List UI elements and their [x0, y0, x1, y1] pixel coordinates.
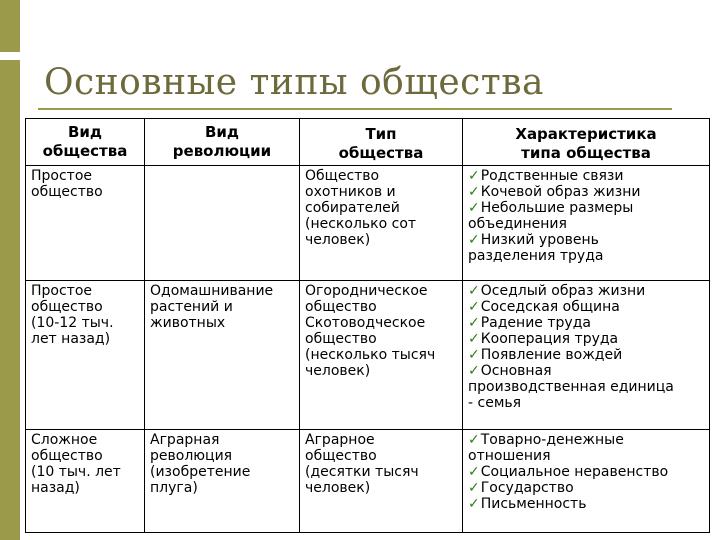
check-icon: ✓	[468, 299, 480, 315]
feature-item	[468, 432, 704, 464]
feature-text: Социальное неравенство	[480, 464, 669, 480]
features-cell	[463, 430, 710, 533]
type-cell	[300, 166, 463, 281]
check-icon: ✓	[468, 315, 480, 331]
check-icon: ✓	[468, 480, 480, 496]
feature-text: Радение труда	[480, 315, 591, 331]
table-row	[26, 430, 710, 533]
type-cell	[300, 281, 463, 430]
accent-bar-side	[0, 60, 20, 540]
feature-text: Низкий уровень	[480, 232, 599, 248]
feature-item	[468, 168, 704, 184]
feature-text: - семья	[468, 395, 522, 411]
feature-text: Товарно-денежные	[480, 432, 624, 448]
revolution-cell	[145, 430, 300, 533]
society-cell	[26, 166, 145, 281]
revolution-text: Аграрная	[150, 432, 220, 448]
feature-text: Кочевой образ жизни	[480, 184, 641, 200]
feature-text: Кооперация труда	[480, 331, 619, 347]
feature-text: Письменность	[480, 496, 587, 512]
feature-text: Государство	[480, 480, 574, 496]
society-text: лет назад)	[31, 331, 111, 347]
society-text: назад)	[31, 480, 80, 496]
revolution-cell	[145, 281, 300, 430]
feature-item	[468, 283, 704, 299]
feature-text: Родственные связи	[480, 168, 624, 184]
type-text: общество	[305, 299, 377, 315]
type-text: (десятки тысяч	[305, 464, 419, 480]
header-cell: Вид революции	[145, 119, 300, 166]
feature-text: отношения	[468, 448, 551, 464]
feature-item	[468, 232, 704, 264]
feature-item	[468, 496, 704, 512]
check-icon: ✓	[468, 496, 480, 512]
table-row	[26, 166, 710, 281]
society-types-table	[25, 118, 710, 533]
header-cell: Вид общества	[26, 119, 145, 166]
society-text: (10 тыч. лет	[31, 464, 121, 480]
check-icon: ✓	[468, 232, 480, 248]
type-text: Огородническое	[305, 283, 428, 299]
type-text: человек)	[305, 480, 371, 496]
type-text: общество	[305, 331, 377, 347]
table-row	[26, 281, 710, 430]
type-text: Скотоводческое	[305, 315, 426, 331]
society-text: (10-12 тыч.	[31, 315, 114, 331]
society-text: общество	[31, 184, 103, 200]
revolution-text: революция	[150, 448, 233, 464]
society-cell	[26, 281, 145, 430]
type-text: (несколько сот	[305, 216, 417, 232]
feature-text: Оседлый образ жизни	[480, 283, 646, 299]
feature-item	[468, 363, 704, 411]
check-icon: ✓	[468, 347, 480, 363]
revolution-cell	[145, 166, 300, 281]
type-text: Аграрное	[305, 432, 375, 448]
feature-text: Основная	[480, 363, 552, 379]
check-icon: ✓	[468, 184, 480, 200]
feature-item	[468, 331, 704, 347]
type-cell	[300, 430, 463, 533]
check-icon: ✓	[468, 464, 480, 480]
feature-text: Соседская община	[480, 299, 620, 315]
feature-text: производственная единица	[468, 379, 674, 395]
feature-text: объединения	[468, 216, 567, 232]
features-cell	[463, 281, 710, 430]
type-text: собирателей	[305, 200, 400, 216]
title-divider	[38, 108, 672, 110]
revolution-text: животных	[150, 315, 226, 331]
revolution-text: плуга)	[150, 480, 198, 496]
feature-text: разделения труда	[468, 248, 604, 264]
features-cell	[463, 166, 710, 281]
check-icon: ✓	[468, 331, 480, 347]
type-text: общество	[305, 448, 377, 464]
revolution-text: растений и	[150, 299, 233, 315]
header-cell: Тип общества	[300, 119, 463, 166]
feature-item	[468, 315, 704, 331]
feature-item	[468, 480, 704, 496]
check-icon: ✓	[468, 363, 480, 379]
feature-item	[468, 299, 704, 315]
society-text: Простое	[31, 168, 93, 184]
accent-bar-top	[0, 0, 20, 52]
society-text: Простое	[31, 283, 93, 299]
type-text: человек)	[305, 232, 371, 248]
society-cell	[26, 430, 145, 533]
feature-item	[468, 200, 704, 232]
society-text: общество	[31, 448, 103, 464]
header-cell: Характеристика типа общества	[463, 119, 710, 166]
society-text: общество	[31, 299, 103, 315]
feature-item	[468, 347, 704, 363]
society-text: Сложное	[31, 432, 98, 448]
slide-title: Основные типы общества	[44, 62, 544, 103]
feature-item	[468, 184, 704, 200]
check-icon: ✓	[468, 283, 480, 299]
type-text: Общество	[305, 168, 380, 184]
revolution-text: Одомашнивание	[150, 283, 274, 299]
check-icon: ✓	[468, 168, 480, 184]
type-text: (несколько тысяч	[305, 347, 436, 363]
check-icon: ✓	[468, 200, 480, 216]
header-row	[26, 119, 710, 166]
check-icon: ✓	[468, 432, 480, 448]
feature-text: Небольшие размеры	[480, 200, 634, 216]
type-text: человек)	[305, 363, 371, 379]
type-text: охотников и	[305, 184, 396, 200]
revolution-text: (изобретение	[150, 464, 251, 480]
feature-item	[468, 464, 704, 480]
feature-text: Появление вождей	[480, 347, 623, 363]
